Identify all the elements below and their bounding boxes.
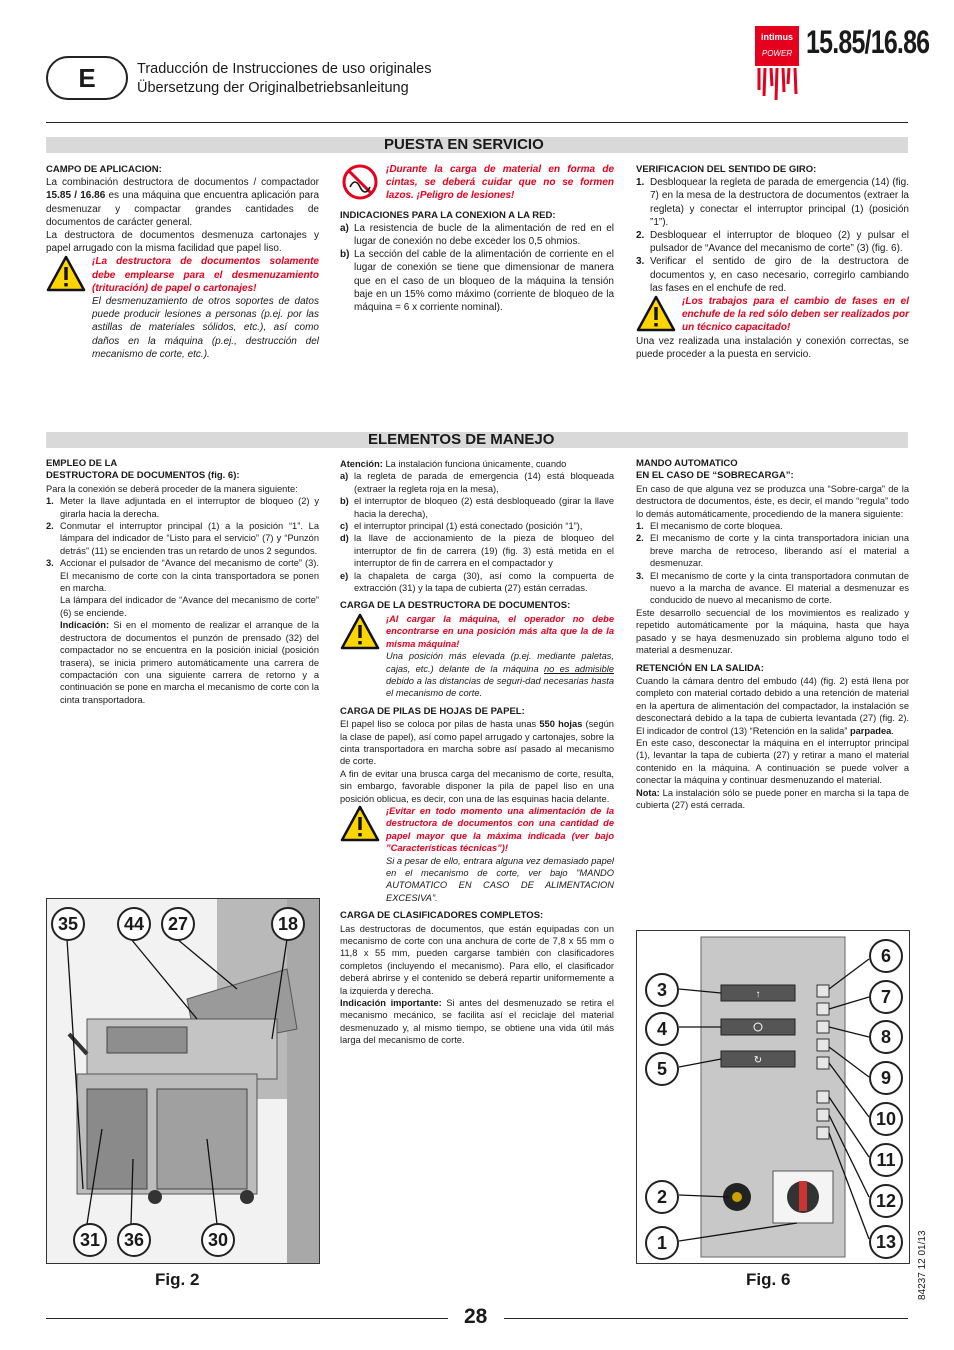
list-item: [46, 520, 319, 557]
list-item: [636, 520, 909, 532]
machine-illustration: [47, 899, 319, 1263]
paragraph-importante: Indicación importante: Si antes del desmenuzado se retira el mecanismo mecánico, se facilita así el reciclaje del material desmenuzado y, al mismo tiempo, se obtiene una vida útil más larga del mecanismo de corte.: [340, 998, 614, 1046]
list-item-text: Meter la llave adjuntada en el interruptor de bloqueo (2) y girarla hacia la derecha.: [60, 496, 319, 519]
list-item: [340, 470, 614, 495]
paragraph-pilas: El papel liso se coloca por pilas de hasta unas 550 hojas (según la clase de papel), así como papel arrugado y cartonajes, sobre la cinta transportadora en marcha sobre así pasado al mecanismo de corte.: [340, 719, 614, 767]
puesta-col-1: [46, 163, 319, 361]
callout-7: 7: [869, 980, 903, 1014]
warning-text: Si a pesar de ello, entrara alguna vez demasiado papel en el mecanismo de corte, ver bajo ”MANDO AUTOMATICO EN CASO DE ALIMENTACION EXCESIVA”.: [386, 855, 614, 903]
warning-bold: ¡Los trabajos para el cambio de fases en el enchufe de la red sólo deben ser realizados por un técnico capacitado!: [682, 296, 909, 334]
footer-rule-right: [504, 1318, 908, 1319]
list-item: [340, 520, 614, 532]
heading-carga: CARGA DE LA DESTRUCTORA DE DOCUMENTOS:: [340, 600, 571, 612]
list-item-number: b): [340, 249, 350, 261]
paragraph-nota: Nota: La instalación sólo se puede poner en marcha si la tapa de cubierta (27) está cerrada.: [636, 787, 909, 810]
section-band-puesta: [46, 137, 908, 153]
callout-30: 30: [201, 1223, 235, 1257]
list-item-number: a): [340, 222, 349, 234]
page-number: 28: [464, 1305, 488, 1328]
list-item-text: Desbloquear la regleta de parada de emergencia (14) (fig. 7) en la mesa de la destructora de documentos (extraer la regleta) y conectar el interruptor principal (1) (posición ”1”).: [650, 177, 909, 228]
callout-5: 5: [645, 1052, 679, 1086]
list-red: [340, 222, 614, 314]
heading-empleo-2: DESTRUCTORA DE DOCUMENTOS (fig. 6):: [46, 470, 240, 482]
figure-6-control-panel: [636, 930, 910, 1264]
warning-bold: ¡Al cargar la máquina, el operador no debe encontrarse en una posición más alta que la de la misma máquina!: [386, 613, 614, 649]
paragraph-sobrecarga: En caso de que alguna vez se produzca una “Sobre-carga” de la destructora de documentos, éste, es decir, el mando “regula” todo lo demás automáticamente, procediendo de la manera siguiente:: [636, 483, 909, 519]
list-item-number: b): [340, 496, 349, 507]
warning-block: [46, 255, 319, 361]
figure-2-machine: [46, 898, 320, 1264]
heading-red: INDICACIONES PARA LA CONEXION A LA RED:: [340, 209, 556, 221]
svg-text:↑: ↑: [755, 989, 761, 1000]
list-item-text: la regleta de parada de emergencia (14) está bloqueada (extraer la regleta roja en la mesa),: [354, 471, 614, 494]
section-title-puesta: PUESTA EN SERVICIO: [384, 136, 544, 153]
header-line-1: Traducción de Instrucciones de uso originales: [137, 61, 432, 77]
footer-rule-left: [46, 1318, 448, 1319]
heading-giro: VERIFICACION DEL SENTIDO DE GIRO:: [636, 164, 817, 175]
logo-sub: POWER: [761, 49, 793, 58]
callout-4: 4: [645, 1012, 679, 1046]
manejo-col-3: [636, 458, 909, 811]
list-item-text: la llave de accionamiento de la pieza de bloqueo del interruptor de fin de carrera (19) (fig. 3) está metida en el interruptor de fin de carrera en el compactador y: [354, 533, 614, 569]
puesta-col-2: [340, 163, 614, 314]
list-item-text: Desbloquear el interruptor de bloqueo (2) y pulsar el pulsador de “Avance del mecanismo de corte” (3) (fig. 6).: [650, 230, 909, 255]
list-item-number: d): [340, 533, 349, 544]
no-loops-icon: [340, 163, 380, 201]
list-item-number: 3.: [636, 256, 645, 268]
warning-block: [340, 163, 614, 203]
list-item-text: El mecanismo de corte y la cinta transportadora inician una breve marcha de retroceso, liberando así el material a desmenuzar.: [650, 533, 909, 569]
warning-text: Una posición más elevada (p.ej. mediante paletas, cajas, etc.) delante de la máquina no es admisible debido a las distancias de seguri-dad necesarias hasta el mecanismo de corte.: [386, 651, 614, 699]
heading-empleo-1: EMPLEO DE LA: [46, 458, 118, 469]
list-item-number: 2.: [636, 533, 644, 544]
heading-mando-1: MANDO AUTOMATICO: [636, 458, 738, 469]
header-line-2: Übersetzung der Originalbetriebsanleitung: [137, 80, 409, 96]
list-item: [46, 557, 319, 594]
heading-clasificadores: CARGA DE CLASIFICADORES COMPLETOS:: [340, 910, 544, 922]
list-item: [636, 532, 909, 569]
puesta-col-3: [636, 163, 909, 361]
callout-31: 31: [73, 1223, 107, 1257]
list-item-number: e): [340, 570, 349, 581]
paragraph-secuencia: Este desarrollo secuencial de los movimientos es realizado y repetido automáticamente por la máquina, hasta que haya pasado y se haya desmenuzado sin problema alguno todo el material a desmenuzar.: [636, 607, 909, 656]
warning-block: [340, 613, 614, 700]
manejo-col-1: [46, 458, 319, 706]
list-item: [340, 532, 614, 569]
logo-brand: intimus: [760, 32, 794, 42]
paragraph-instalacion: Una vez realizada una instalación y conexión correctas, se puede proceder a la puesta en servicio.: [636, 335, 909, 360]
language-badge: E: [46, 56, 128, 100]
heading-campo: CAMPO DE APLICACION:: [46, 164, 162, 175]
list-item-text: La resistencia de bucle de la alimentación de red en el lugar de conexión no debe exceder los 0,5 ohmios.: [354, 222, 614, 248]
list-giro: [636, 176, 909, 295]
list-item-text: el interruptor de bloqueo (2) está desbloqueado (girar la llave hacia la derecha),: [354, 496, 614, 519]
list-item-text: Verificar el sentido de giro de la destructora de documentos y, en caso necesario, corregirlo cambiando las fases en el enchufe de red.: [650, 256, 909, 294]
paragraph-pilas-2: A fin de evitar una brusca carga del mecanismo de corte, resulta, sin embargo, favorable disponer la pila de papel liso en una posición oblicua, es decir, con una de las esquinas hacia delante.: [340, 768, 614, 804]
document-code: 84237 12 01/13: [917, 1230, 928, 1300]
list-item: [636, 176, 909, 229]
list-item-number: 3.: [636, 570, 644, 581]
figure-2-caption: Fig. 2: [155, 1270, 200, 1289]
paragraph-indicacion: Indicación: Si en el momento de realizar el arranque de la destructora de documentos el punzón de prensado (32) del compactador no se encuentra en la posición inicial (posición trasera), se inicia primero automáticamente una carrera de compactación con una siguiente carrera de retorno y a continuación se pone en marcha el mecanismo de corte con la cinta transportadora.: [60, 620, 319, 705]
svg-text:↻: ↻: [753, 1055, 763, 1066]
list-item-number: 1.: [636, 177, 645, 189]
paragraph-atencion: Atención: La instalación funciona únicamente, cuando: [340, 459, 567, 469]
callout-9: 9: [869, 1061, 903, 1095]
callout-44: 44: [117, 907, 151, 941]
callout-10: 10: [869, 1102, 903, 1136]
callout-8: 8: [869, 1020, 903, 1054]
section-title-manejo: ELEMENTOS DE MANEJO: [368, 431, 555, 448]
warning-bold: ¡La destructora de documentos solamente debe emplearse para el desmenuzamiento (trituración) de papel o cartonajes!: [92, 256, 319, 294]
heading-mando-2: EN EL CASO DE “SOBRECARGA”:: [636, 470, 794, 482]
warning-bold: ¡Durante la carga de material en forma de cintas, se deberá cuidar que no se formen lazos. ¡Peligro de lesiones!: [386, 164, 614, 202]
callout-27: 27: [161, 907, 195, 941]
list-item: [636, 255, 909, 295]
list-item: [46, 495, 319, 520]
warning-icon: [46, 255, 86, 293]
heading-pilas: CARGA DE PILAS DE HOJAS DE PAPEL:: [340, 705, 525, 717]
heading-retencion: RETENCIÓN EN LA SALIDA:: [636, 662, 764, 674]
section-band-manejo: [46, 432, 908, 448]
header-rule: [46, 122, 908, 123]
list-item-text: Accionar el pulsador de “Avance del mecanismo de corte” (3). El mecanismo de corte con la cinta transportadora se ponen en marcha.: [60, 558, 319, 594]
list-item-text: el interruptor principal (1) está conectado (posición “1”),: [354, 521, 583, 532]
paragraph-clasificadores: Las destructoras de documentos, que están equipadas con un mecanismo de corte con una anchura de corte de 7,8 x 55 mm o 11,8 x 55 mm, pueden cargarse también con clasificadores completos (incluyendo el mecanismo). Para ello, el clasificador deberá abrirse y el contenido se deberá repartir uniformemente a la izquierda y derecha.: [340, 923, 614, 996]
paragraph-lampara: La lámpara del indicador de “Avance del mecanismo de corte” (6) se enciende.: [60, 595, 319, 618]
intimus-logo: [755, 26, 799, 102]
warning-text: El desmenuzamiento de otros soportes de datos puede producir lesiones a personas (p.ej. por las astillas de materiales sólidos, etc.), así como daños en la máquina (p.ej., destrucción del mecanismo de corte, etc.).: [92, 296, 319, 360]
callout-35: 35: [51, 907, 85, 941]
list-item-text: Conmutar el interruptor principal (1) a la posición “1”. La lámpara del indicador de “Listo para el servicio” (7) y “Punzón detrás” (11) se encienden tras un retardo de unos 2 segundos.: [60, 521, 319, 556]
warning-block: [340, 805, 614, 904]
list-item-text: El mecanismo de corte bloquea.: [650, 521, 783, 532]
callout-11: 11: [869, 1143, 903, 1177]
control-panel-illustration: [637, 931, 909, 1263]
list-item-number: 3.: [46, 558, 54, 569]
paragraph-retencion-2: En este caso, desconectar la máquina en el interruptor principal (1), levantar la tapa de cubierta (27) y retirar a mano el material contenido en la máquina. A continuación se puede volver a conectar la máquina y continuar desmenuzando el material.: [636, 737, 909, 786]
list-item: [340, 222, 614, 248]
paragraph-intro: Para la conexión se deberá proceder de la manera siguiente:: [46, 483, 298, 494]
callout-2: 2: [645, 1180, 679, 1214]
list-item: [340, 248, 614, 314]
list-sobrecarga: [636, 520, 909, 607]
list-item-text: La sección del cable de la alimentación de corriente en el lugar de conexión se tiene que dimensionar de manera que en el caso de un bloqueo de la máquina la tensión baje en un 15% como máximo (corriente de bloqueo de la máquina = 6 x corriente nominal).: [354, 249, 614, 314]
callout-13: 13: [869, 1225, 903, 1259]
paragraph-cartonajes: La destructora de documentos desmenuza cartonajes y papel arrugado con la misma facilidad que papel liso.: [46, 230, 319, 255]
manejo-col-2: [340, 458, 614, 1047]
paragraph-retencion: Cuando la cámara dentro del embudo (44) (fig. 2) está llena por completo con material cortado debido a una retención de material en la apertura de alimentación del compactador, la instalación se desconectará debido a la tapa de cubierta levantada (27) (fig. 2). El indicador de control (13) “Retención en la salida” parpadea.: [636, 675, 909, 736]
list-condiciones: [340, 470, 614, 594]
list-item-number: 2.: [46, 521, 54, 532]
warning-block: [636, 295, 909, 335]
callout-36: 36: [117, 1223, 151, 1257]
model-number: 15.85/16.86: [806, 24, 930, 60]
paragraph-campo: La combinación destructora de documentos / compactador 15.85 / 16.86 es una máquina que encuentra aplicación para desmenuzar y compactar grandes cantidades de documentos de carácter general.: [46, 177, 320, 228]
callout-6: 6: [869, 939, 903, 973]
list-conexion: [46, 495, 319, 594]
list-item: [340, 495, 614, 520]
warning-icon: [636, 295, 676, 333]
list-item-number: 1.: [46, 496, 54, 507]
list-item-text: El mecanismo de corte y la cinta transportadora conmutan de nuevo a la marcha de avance. El material a desmenuzar es conducido de nuevo al mecanismo de corte.: [650, 570, 909, 606]
list-item-number: 1.: [636, 521, 644, 532]
list-item-number: c): [340, 521, 349, 532]
callout-12: 12: [869, 1184, 903, 1218]
callout-1: 1: [645, 1226, 679, 1260]
list-item-text: la chapaleta de carga (30), así como la compuerta de extracción (31) y la tapa de cubierta (27) están cerradas.: [354, 570, 614, 594]
list-item: [636, 570, 909, 607]
callout-18: 18: [271, 907, 305, 941]
list-item-number: a): [340, 471, 349, 482]
list-item: [340, 570, 614, 595]
list-item-number: 2.: [636, 230, 645, 242]
list-item: [636, 229, 909, 255]
warning-bold: ¡Evitar en todo momento una alimentación de la destructora de documentos con una cantidad de papel mayor que la máxima indicada (ver bajo ”Características técnicas”)!: [386, 805, 614, 854]
warning-icon: [340, 613, 380, 651]
figure-6-caption: Fig. 6: [746, 1270, 791, 1289]
callout-3: 3: [645, 973, 679, 1007]
warning-icon: [340, 805, 380, 843]
